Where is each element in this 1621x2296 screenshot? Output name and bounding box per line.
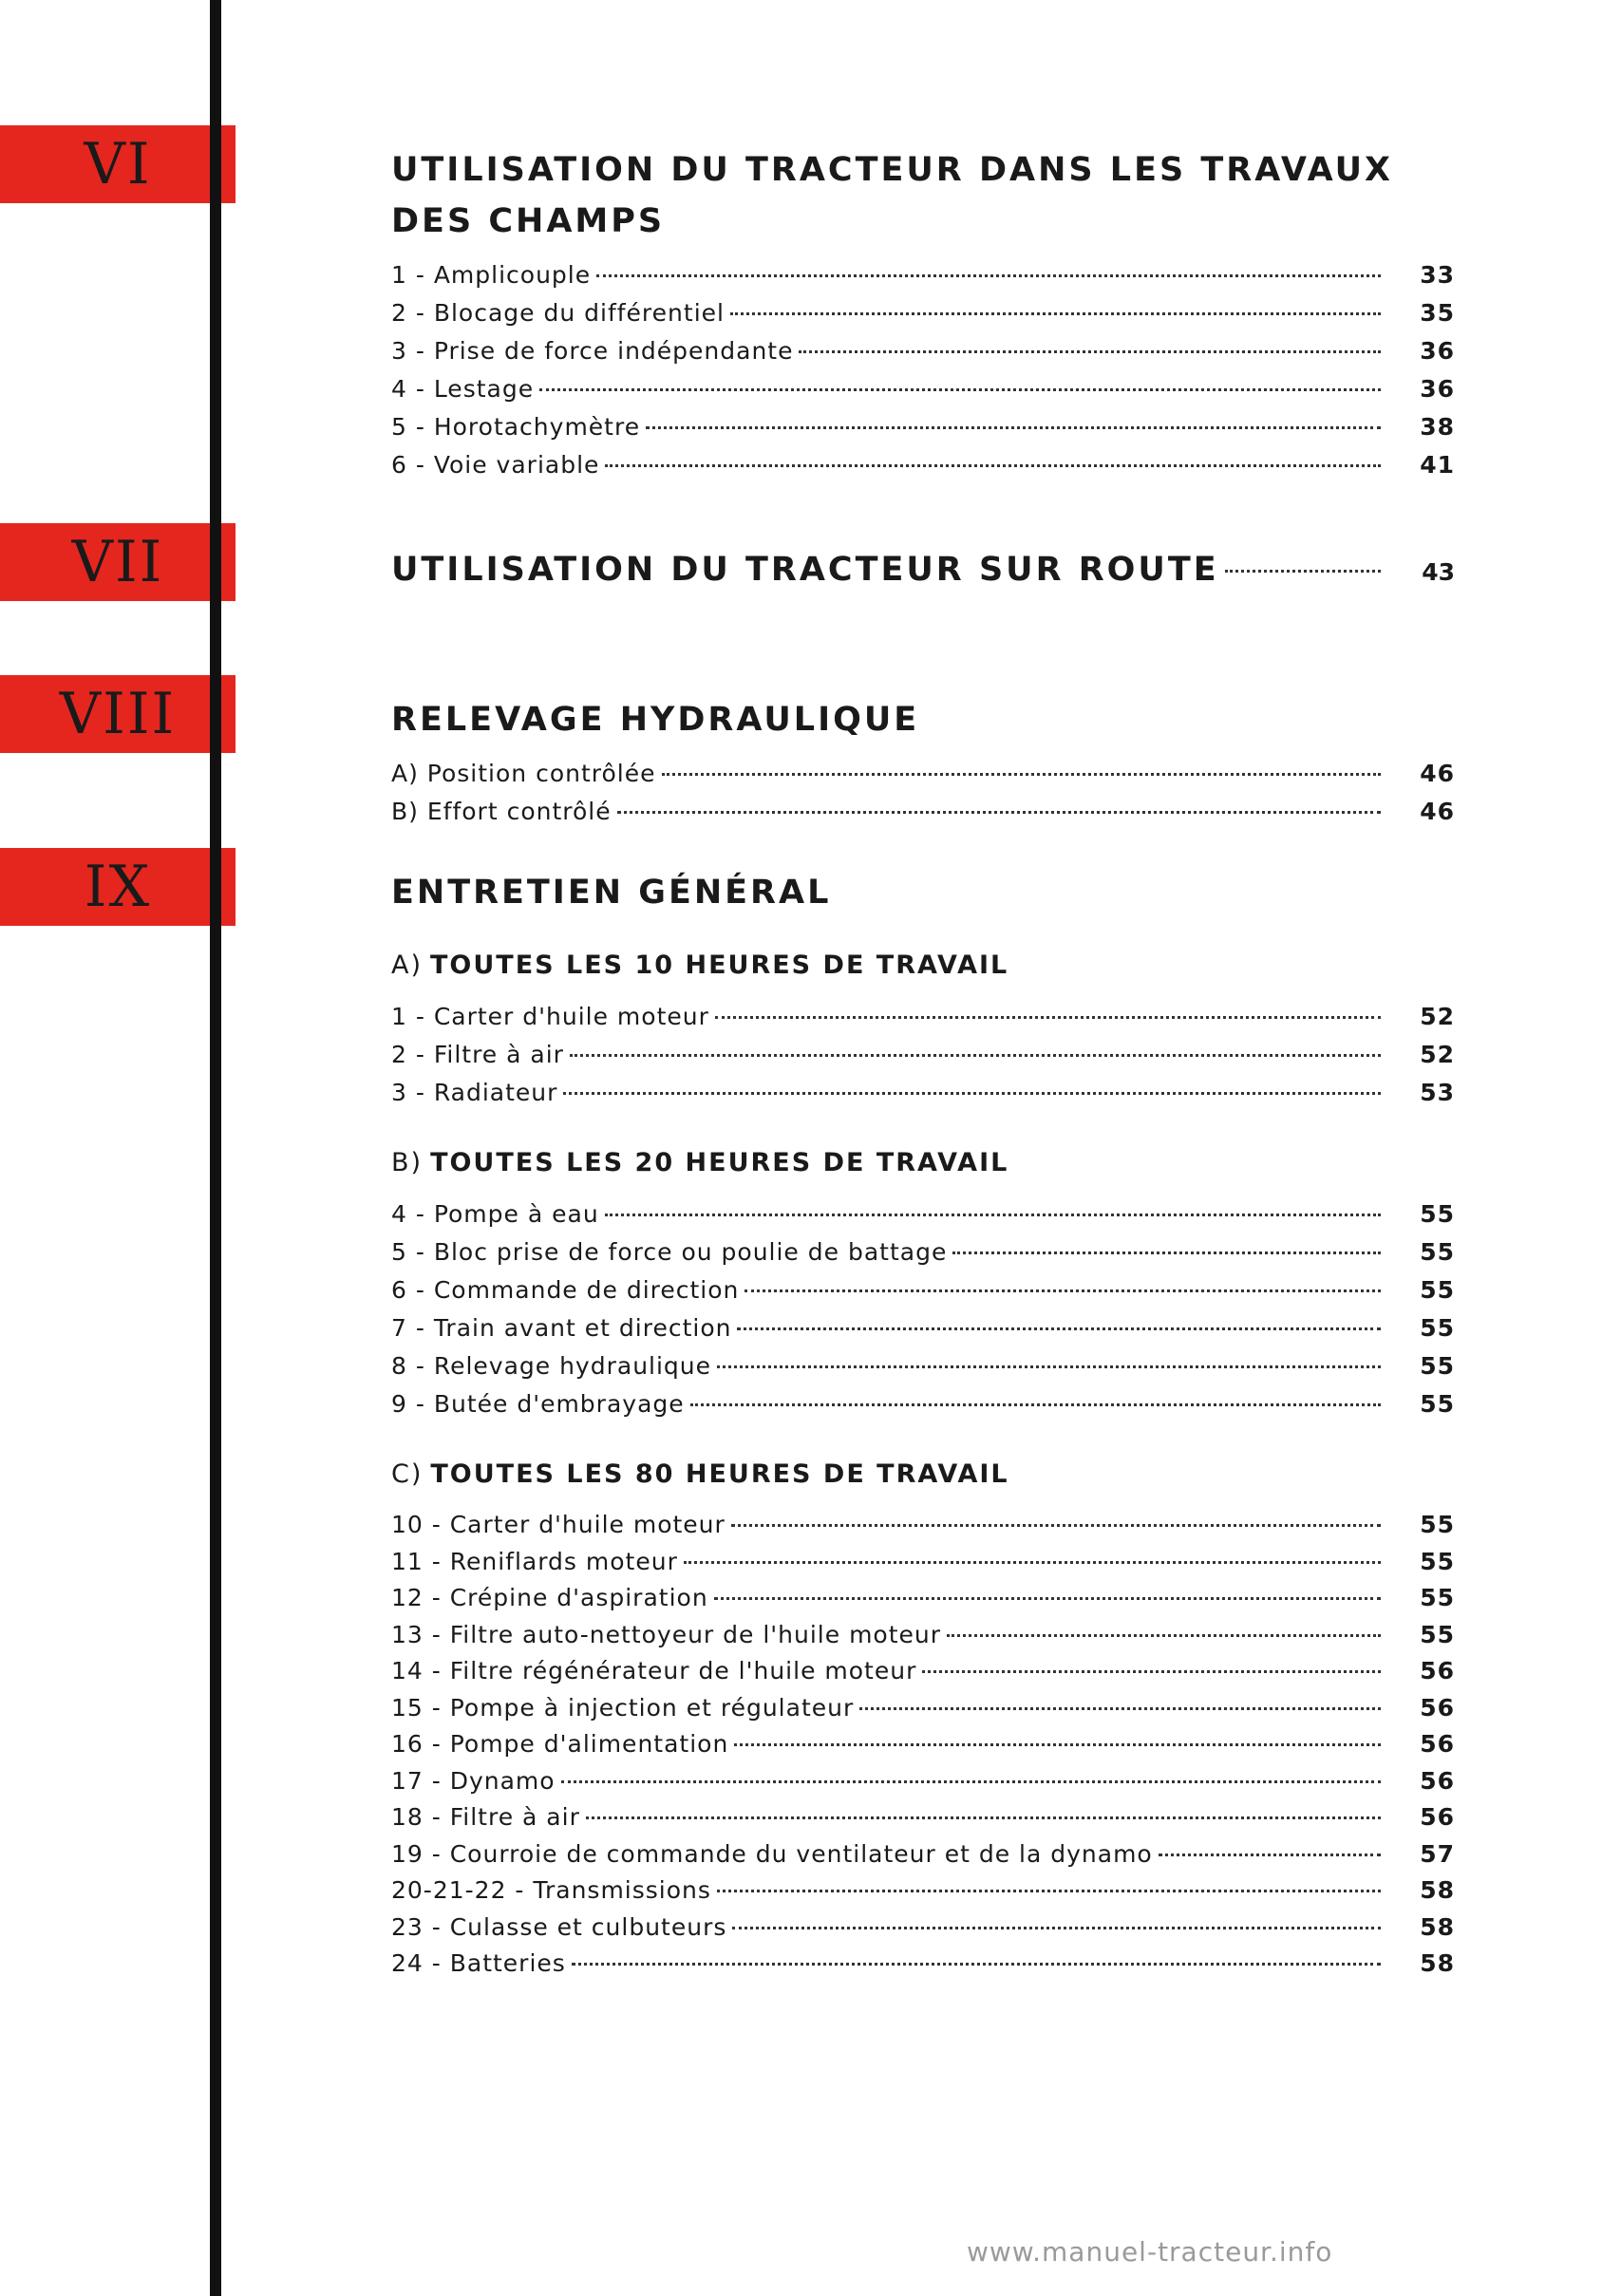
chapter-tab-ix	[0, 848, 236, 926]
toc-label: 13 - Filtre auto-nettoyeur de l'huile moteur	[391, 1620, 942, 1648]
toc-list	[391, 998, 1455, 1112]
section-title	[391, 144, 1455, 247]
toc-page: 55	[1420, 1314, 1455, 1342]
dot-leader	[730, 312, 1381, 315]
dot-leader	[947, 1634, 1381, 1637]
section-title: ENTRETIEN GÉNÉRAL	[391, 874, 832, 912]
toc-label: 15 - Pompe à injection et régulateur	[391, 1693, 855, 1722]
dot-leader	[745, 1289, 1381, 1292]
section-title-text: UTILISATION DU TRACTEUR SUR ROUTE	[391, 551, 1219, 589]
toc-page: 56	[1420, 1766, 1455, 1795]
toc-label: 4 - Pompe à eau	[391, 1200, 599, 1228]
toc-page: 55	[1420, 1238, 1455, 1266]
section-title-line: UTILISATION DU TRACTEUR DANS LES TRAVAUX	[391, 151, 1394, 189]
toc-entry[interactable]	[391, 998, 1455, 1036]
toc-entry[interactable]	[391, 1690, 1455, 1727]
toc-entry[interactable]	[391, 1507, 1455, 1544]
toc-page: 56	[1420, 1803, 1455, 1831]
toc-list	[391, 1195, 1455, 1423]
section-title-line: DES CHAMPS	[391, 202, 666, 240]
dot-leader	[737, 1327, 1381, 1330]
dot-leader	[799, 350, 1381, 353]
toc-label: 17 - Dynamo	[391, 1766, 556, 1795]
toc-entry[interactable]	[391, 256, 1455, 294]
toc-label: 6 - Commande de direction	[391, 1276, 740, 1304]
toc-page: 55	[1420, 1547, 1455, 1575]
toc-entry[interactable]	[391, 1309, 1455, 1347]
dot-leader	[715, 1016, 1381, 1019]
dot-leader	[859, 1707, 1381, 1710]
toc-page: 36	[1420, 375, 1455, 403]
toc-label: 10 - Carter d'huile moteur	[391, 1511, 726, 1538]
toc-entry[interactable]	[391, 793, 1455, 831]
toc-entry[interactable]	[391, 332, 1455, 370]
section-title	[391, 544, 1455, 598]
chapter-tab-vi	[0, 125, 236, 203]
section-title: RELEVAGE HYDRAULIQUE	[391, 701, 920, 739]
toc-label: 2 - Blocage du différentiel	[391, 299, 725, 327]
toc-entry[interactable]	[391, 408, 1455, 446]
toc-entry[interactable]	[391, 1271, 1455, 1309]
toc-page: 56	[1420, 1657, 1455, 1684]
dot-leader	[714, 1597, 1381, 1600]
toc-entry[interactable]	[391, 1873, 1455, 1910]
toc-entry[interactable]	[391, 446, 1455, 484]
toc-page: 53	[1420, 1079, 1455, 1106]
toc-label: 5 - Bloc prise de force ou poulie de battage	[391, 1238, 948, 1266]
toc-label: 18 - Filtre à air	[391, 1803, 580, 1831]
toc-label: 1 - Amplicouple	[391, 261, 592, 289]
maintenance-group-c	[391, 1456, 1455, 1983]
toc-page: 55	[1420, 1390, 1455, 1418]
toc-page: 55	[1420, 1620, 1455, 1648]
group-prefix: C)	[391, 1459, 424, 1489]
toc-entry[interactable]	[391, 1910, 1455, 1947]
toc-entry[interactable]	[391, 1799, 1455, 1836]
toc-label: B) Effort contrôlé	[391, 798, 612, 825]
chapter-tab-label: VI	[84, 131, 152, 198]
dot-leader	[922, 1670, 1381, 1673]
toc-list	[391, 256, 1455, 484]
section-vi	[391, 144, 1455, 484]
toc-entry[interactable]	[391, 1617, 1455, 1654]
toc-label: 16 - Pompe d'alimentation	[391, 1730, 729, 1758]
toc-page: 55	[1420, 1352, 1455, 1380]
toc-page: 52	[1420, 1041, 1455, 1068]
toc-entry[interactable]	[391, 1836, 1455, 1873]
dot-leader	[731, 1524, 1381, 1527]
dot-leader	[617, 811, 1381, 814]
toc-label: 6 - Voie variable	[391, 451, 600, 479]
toc-entry[interactable]	[391, 1726, 1455, 1763]
toc-page: 36	[1420, 337, 1455, 365]
toc-label: 3 - Radiateur	[391, 1079, 558, 1106]
toc-label: 19 - Courroie de commande du ventilateur et de la dynamo	[391, 1839, 1153, 1868]
toc-label: 9 - Butée d'embrayage	[391, 1390, 685, 1418]
section-ix	[391, 867, 1455, 1983]
website-watermark: www.manuel-tracteur.info	[967, 2236, 1333, 2268]
dot-leader	[646, 426, 1381, 429]
dot-leader	[1159, 1854, 1381, 1856]
toc-page: 56	[1420, 1730, 1455, 1758]
toc-entry[interactable]	[391, 1544, 1455, 1581]
group-title	[391, 947, 1455, 985]
toc-label: 5 - Horotachymètre	[391, 413, 641, 441]
toc-label: 3 - Prise de force indépendante	[391, 337, 794, 365]
toc-entry[interactable]	[391, 1763, 1455, 1800]
group-title-text: TOUTES LES 10 HEURES DE TRAVAIL	[430, 950, 1009, 980]
toc-entry[interactable]	[391, 1580, 1455, 1617]
section-viii	[391, 694, 1455, 831]
toc-label: 23 - Culasse et culbuteurs	[391, 1912, 727, 1941]
dot-leader	[605, 464, 1381, 467]
toc-label: 12 - Crépine d'aspiration	[391, 1584, 708, 1611]
toc-page: 58	[1420, 1876, 1455, 1904]
dot-leader	[572, 1963, 1381, 1966]
toc-label: 4 - Lestage	[391, 375, 535, 403]
toc-entry[interactable]	[391, 1653, 1455, 1690]
group-title	[391, 1456, 1455, 1494]
toc-entry[interactable]	[391, 1347, 1455, 1385]
dot-leader	[717, 1365, 1381, 1368]
toc-page: 55	[1420, 1511, 1455, 1538]
toc-page: 41	[1420, 451, 1455, 479]
toc-entry[interactable]	[391, 1074, 1455, 1112]
toc-entry[interactable]	[391, 1036, 1455, 1074]
dot-leader	[605, 1214, 1381, 1216]
dot-leader	[684, 1561, 1381, 1564]
toc-page: 52	[1420, 1003, 1455, 1030]
toc-page: 33	[1420, 261, 1455, 289]
dot-leader	[563, 1092, 1381, 1095]
group-prefix: A)	[391, 950, 424, 980]
dot-leader	[690, 1403, 1381, 1406]
section-vii[interactable]	[391, 544, 1455, 598]
toc-list	[391, 1507, 1455, 1983]
chapter-tab-label: IX	[84, 854, 152, 920]
toc-page: 46	[1420, 760, 1455, 787]
group-prefix: B)	[391, 1148, 424, 1177]
toc-entry[interactable]	[391, 1946, 1455, 1983]
toc-label: 7 - Train avant et direction	[391, 1314, 732, 1342]
maintenance-group-b	[391, 1144, 1455, 1423]
toc-page: 56	[1420, 1693, 1455, 1722]
dot-leader	[586, 1816, 1381, 1819]
toc-entry[interactable]	[391, 370, 1455, 408]
chapter-tab-label: VII	[71, 529, 164, 595]
toc-label: 14 - Filtre régénérateur de l'huile moteur	[391, 1657, 917, 1684]
toc-page: 58	[1420, 1949, 1455, 1977]
toc-label: 11 - Reniflards moteur	[391, 1547, 678, 1575]
toc-entry[interactable]	[391, 755, 1455, 793]
group-title-text: TOUTES LES 20 HEURES DE TRAVAIL	[430, 1148, 1009, 1177]
dot-leader	[570, 1054, 1381, 1057]
group-title-text: TOUTES LES 80 HEURES DE TRAVAIL	[430, 1459, 1009, 1489]
dot-leader	[539, 388, 1381, 391]
dot-leader	[732, 1927, 1381, 1929]
dot-leader	[596, 274, 1381, 277]
toc-page: 58	[1420, 1912, 1455, 1941]
toc-label: 8 - Relevage hydraulique	[391, 1352, 712, 1380]
group-title	[391, 1144, 1455, 1182]
dot-leader	[662, 773, 1381, 776]
vertical-rule	[210, 0, 221, 2296]
toc-page: 57	[1420, 1839, 1455, 1868]
dot-leader	[734, 1743, 1381, 1746]
toc-label: 2 - Filtre à air	[391, 1041, 564, 1068]
dot-leader	[1225, 570, 1381, 573]
toc-entry[interactable]	[391, 294, 1455, 332]
toc-page: 35	[1420, 299, 1455, 327]
chapter-tab-viii	[0, 675, 236, 753]
toc-label: 20-21-22 - Transmissions	[391, 1876, 711, 1904]
toc-page: 38	[1420, 413, 1455, 441]
dot-leader	[561, 1780, 1381, 1783]
toc-page: 55	[1420, 1200, 1455, 1228]
toc-page: 46	[1420, 798, 1455, 825]
toc-label: 1 - Carter d'huile moteur	[391, 1003, 709, 1030]
toc-entry[interactable]	[391, 1195, 1455, 1233]
toc-page: 55	[1420, 1584, 1455, 1611]
chapter-tab-label: VIII	[59, 681, 177, 747]
dot-leader	[952, 1252, 1381, 1254]
maintenance-group-a	[391, 947, 1455, 1112]
chapter-tab-vii	[0, 523, 236, 601]
toc-page: 55	[1420, 1276, 1455, 1304]
toc-entry[interactable]	[391, 1233, 1455, 1271]
toc-label: A) Position contrôlée	[391, 760, 656, 787]
toc-page: 43	[1422, 558, 1455, 586]
toc-label: 24 - Batteries	[391, 1949, 566, 1977]
toc-list	[391, 755, 1455, 831]
toc-entry[interactable]	[391, 1385, 1455, 1423]
dot-leader	[717, 1890, 1381, 1892]
